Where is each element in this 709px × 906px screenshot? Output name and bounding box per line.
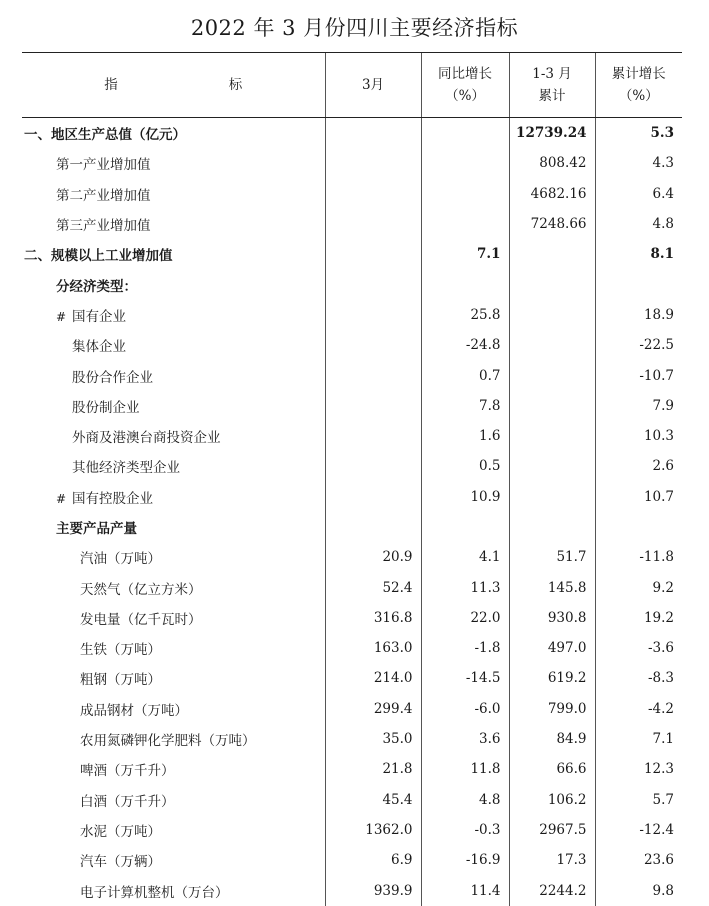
cell-yoy [421,118,509,149]
header-ytd [509,53,595,118]
table-row [22,451,682,481]
cell-ytd [509,451,595,481]
cell-march [325,360,421,390]
cell-cumulative: 5.7 [595,785,682,815]
cell-cumulative: 7.1 [595,724,682,754]
cell-ytd: 7248.66 [509,209,595,239]
cell-cumulative: 4.3 [595,148,682,178]
hash-mark: # [56,491,67,506]
cell-march [325,300,421,330]
cell-ytd [509,360,595,390]
cell-march [325,239,421,269]
cell-march [325,148,421,178]
table-row [22,754,682,784]
cell-yoy: 25.8 [421,300,509,330]
table-row [22,330,682,360]
cell-cumulative: -4.2 [595,694,682,724]
cell-yoy: 10.9 [421,482,509,512]
cell-ytd: 808.42 [509,148,595,178]
cell-cumulative: -10.7 [595,360,682,390]
row-label: 一、地区生产总值（亿元） [24,127,186,144]
indicator-table [22,52,682,906]
cell-yoy [421,209,509,239]
cell-yoy: 3.6 [421,724,509,754]
cell-march [325,330,421,360]
cell-march [325,421,421,451]
row-label: 第一产业增加值 [56,157,151,174]
cell-ytd: 930.8 [509,603,595,633]
cell-march [325,451,421,481]
row-label: 其他经济类型企业 [72,460,180,477]
cell-yoy [421,148,509,178]
cell-march [325,482,421,512]
cell-cumulative: -22.5 [595,330,682,360]
cell-march [325,269,421,299]
cell-ytd [509,421,595,451]
row-label: 第二产业增加值 [56,187,151,204]
cell-yoy: 7.1 [421,239,509,269]
table-row [22,845,682,875]
cell-ytd [509,482,595,512]
row-label: 白酒（万千升） [80,793,175,810]
table-row [22,724,682,754]
cell-cumulative: 10.3 [595,421,682,451]
cell-ytd: 84.9 [509,724,595,754]
cell-ytd [509,239,595,269]
cell-yoy: 1.6 [421,421,509,451]
cell-yoy: 4.1 [421,542,509,572]
cell-march: 20.9 [325,542,421,572]
cell-march [325,118,421,149]
row-label: 天然气（亿立方米） [80,581,202,598]
cell-cumulative: -11.8 [595,542,682,572]
cell-cumulative: 8.1 [595,239,682,269]
cell-ytd: 2244.2 [509,875,595,905]
cell-yoy: 4.8 [421,785,509,815]
row-label: 分经济类型： [56,278,137,295]
row-label-text: 国有企业 [72,308,126,325]
cell-yoy: 11.4 [421,875,509,905]
table-row [22,572,682,602]
cell-march: 1362.0 [325,815,421,845]
table-row [22,785,682,815]
table-row [22,360,682,390]
row-label: 发电量（亿千瓦时） [80,611,202,628]
cell-yoy [421,512,509,542]
header-march: 3月 [325,53,421,118]
row-label: 股份制企业 [72,399,140,416]
cell-cumulative: 18.9 [595,300,682,330]
cell-cumulative: 4.8 [595,209,682,239]
table-row [22,148,682,178]
table-row [22,633,682,663]
cell-march: 939.9 [325,875,421,905]
cell-yoy: -24.8 [421,330,509,360]
cell-cumulative: -3.6 [595,633,682,663]
hash-mark: # [56,309,67,324]
cell-ytd: 17.3 [509,845,595,875]
row-label [22,482,325,512]
row-label: 股份合作企业 [72,369,153,386]
cell-march [325,391,421,421]
cell-cumulative: 9.2 [595,572,682,602]
cell-march: 214.0 [325,663,421,693]
header-cum-line1: 累计增长 [611,66,666,82]
table-header-row [22,53,682,118]
cell-ytd: 4682.16 [509,179,595,209]
header-yoy-line1: 同比增长 [438,66,492,82]
row-label [22,300,325,330]
cell-march: 21.8 [325,754,421,784]
row-label: 生铁（万吨） [80,642,161,659]
cell-yoy: 22.0 [421,603,509,633]
row-label: 农用氮磷钾化学肥料（万吨） [80,733,256,750]
cell-cumulative: 19.2 [595,603,682,633]
header-yoy-line2: （%） [445,88,485,104]
cell-cumulative: -8.3 [595,663,682,693]
cell-ytd: 497.0 [509,633,595,663]
header-cumulative [595,53,682,118]
cell-cumulative: -12.4 [595,815,682,845]
table-row [22,694,682,724]
cell-yoy: 7.8 [421,391,509,421]
cell-yoy [421,269,509,299]
cell-yoy: -0.3 [421,815,509,845]
cell-cumulative: 10.7 [595,482,682,512]
row-label: 粗钢（万吨） [80,672,161,689]
cell-yoy: -14.5 [421,663,509,693]
table-row [22,421,682,451]
cell-ytd [509,512,595,542]
table-row [22,179,682,209]
cell-cumulative: 6.4 [595,179,682,209]
row-label: 水泥（万吨） [80,823,161,840]
cell-yoy: -6.0 [421,694,509,724]
header-ytd-line1: 1-3 月 [532,66,572,82]
cell-yoy: 11.3 [421,572,509,602]
page-title: 2022 年 3 月份四川主要经济指标 [190,16,519,40]
cell-march [325,512,421,542]
header-ytd-line2: 累计 [538,88,566,104]
cell-ytd [509,391,595,421]
row-label-text: 国有控股企业 [72,490,153,507]
table-row [22,239,682,269]
header-cum-line2: （%） [618,88,659,104]
table-row [22,209,682,239]
cell-ytd: 799.0 [509,694,595,724]
cell-march: 6.9 [325,845,421,875]
cell-ytd: 51.7 [509,542,595,572]
cell-ytd: 106.2 [509,785,595,815]
cell-ytd: 12739.24 [509,118,595,149]
cell-march [325,209,421,239]
cell-ytd: 66.6 [509,754,595,784]
cell-ytd: 145.8 [509,572,595,602]
table-row [22,512,682,542]
cell-yoy [421,179,509,209]
cell-cumulative: 23.6 [595,845,682,875]
cell-yoy: -1.8 [421,633,509,663]
table-row [22,269,682,299]
cell-march [325,179,421,209]
cell-cumulative: 9.8 [595,875,682,905]
cell-march: 316.8 [325,603,421,633]
cell-cumulative [595,269,682,299]
cell-yoy: -16.9 [421,845,509,875]
cell-yoy: 11.8 [421,754,509,784]
cell-ytd [509,269,595,299]
cell-cumulative: 12.3 [595,754,682,784]
row-label: 主要产品产量 [56,521,137,537]
row-label: 成品钢材（万吨） [80,702,188,719]
cell-cumulative: 7.9 [595,391,682,421]
table-row [22,875,682,905]
table-row [22,603,682,633]
table-row [22,815,682,845]
row-label: 电子计算机整机（万台） [80,884,229,901]
cell-yoy: 0.5 [421,451,509,481]
row-label: 集体企业 [72,339,126,356]
cell-cumulative: 5.3 [595,118,682,149]
table-row [22,300,682,330]
row-label: 汽车（万辆） [80,854,161,871]
row-label: 外商及港澳台商投资企业 [72,430,221,447]
cell-march: 35.0 [325,724,421,754]
row-label: 二、规模以上工业增加值 [24,248,173,265]
cell-march: 45.4 [325,785,421,815]
table-row [22,391,682,421]
table-row [22,482,682,512]
cell-ytd: 619.2 [509,663,595,693]
cell-ytd: 2967.5 [509,815,595,845]
cell-cumulative [595,512,682,542]
table-row [22,542,682,572]
header-indicator: 指 标 [22,53,325,118]
cell-march: 163.0 [325,633,421,663]
cell-yoy: 0.7 [421,360,509,390]
cell-ytd [509,300,595,330]
row-label: 啤酒（万千升） [80,763,175,780]
table-row [22,663,682,693]
row-label: 第三产业增加值 [56,218,151,235]
cell-march: 299.4 [325,694,421,724]
table-row [22,118,682,149]
cell-cumulative: 2.6 [595,451,682,481]
row-label: 汽油（万吨） [80,551,161,568]
cell-ytd [509,330,595,360]
header-yoy [421,53,509,118]
indicator-table-container [22,52,682,906]
cell-march: 52.4 [325,572,421,602]
